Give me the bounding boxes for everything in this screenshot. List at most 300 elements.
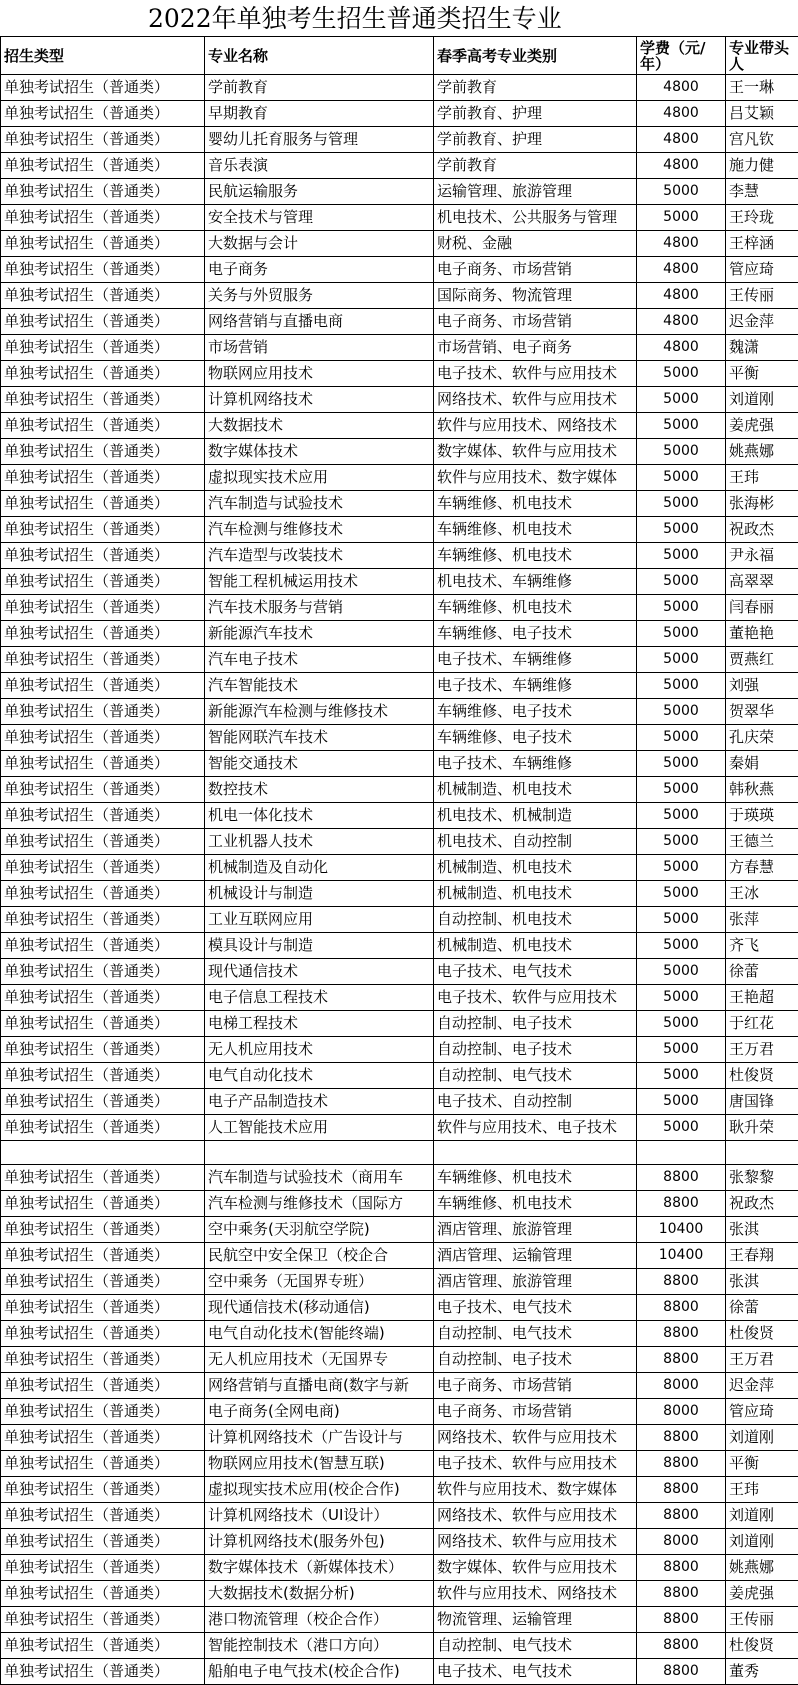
- exam-category-cell: 软件与应用技术、电子技术: [434, 1115, 637, 1141]
- tuition-cell: 4800: [637, 283, 726, 309]
- exam-category-cell: 学前教育: [434, 153, 637, 179]
- tuition-cell: 5000: [637, 1063, 726, 1089]
- lead-teacher-cell: 刘强: [726, 673, 798, 699]
- enrollment-type-cell: 单独考试招生（普通类）: [1, 855, 205, 881]
- major-name-cell: 大数据技术: [205, 413, 434, 439]
- lead-teacher-cell: 王冰: [726, 881, 798, 907]
- table-row: [1, 1011, 798, 1037]
- table-row: [1, 1555, 798, 1581]
- enrollment-type-cell: 单独考试招生（普通类）: [1, 569, 205, 595]
- tuition-cell: 5000: [637, 1089, 726, 1115]
- exam-category-cell: 酒店管理、旅游管理: [434, 1269, 637, 1295]
- enrollment-type-cell: 单独考试招生（普通类）: [1, 751, 205, 777]
- tuition-cell: 5000: [637, 179, 726, 205]
- table-row: [1, 1503, 798, 1529]
- major-name-cell: 人工智能技术应用: [205, 1115, 434, 1141]
- lead-teacher-cell: 姜虎强: [726, 1581, 798, 1607]
- majors-table: [0, 36, 798, 1685]
- enrollment-type-cell: 单独考试招生（普通类）: [1, 1529, 205, 1555]
- enrollment-type-cell: 单独考试招生（普通类）: [1, 1607, 205, 1633]
- tuition-cell: 8800: [637, 1659, 726, 1685]
- exam-category-cell: 数字媒体、软件与应用技术: [434, 439, 637, 465]
- tuition-cell: 4800: [637, 231, 726, 257]
- enrollment-type-cell: 单独考试招生（普通类）: [1, 1659, 205, 1685]
- tuition-cell: [637, 1141, 726, 1165]
- tuition-cell: 5000: [637, 985, 726, 1011]
- table-row: [1, 1243, 798, 1269]
- table-row: [1, 569, 798, 595]
- major-name-cell: 电子商务(全网电商): [205, 1399, 434, 1425]
- tuition-cell: 4800: [637, 101, 726, 127]
- major-name-cell: 市场营销: [205, 335, 434, 361]
- exam-category-cell: 软件与应用技术、网络技术: [434, 413, 637, 439]
- table-row: [1, 1451, 798, 1477]
- major-name-cell: 汽车智能技术: [205, 673, 434, 699]
- lead-teacher-cell: 尹永福: [726, 543, 798, 569]
- lead-teacher-cell: 王艳超: [726, 985, 798, 1011]
- exam-category-cell: 车辆维修、机电技术: [434, 1165, 637, 1191]
- tuition-cell: 5000: [637, 751, 726, 777]
- tuition-cell: 5000: [637, 881, 726, 907]
- enrollment-type-cell: 单独考试招生（普通类）: [1, 465, 205, 491]
- tuition-cell: 5000: [637, 387, 726, 413]
- tuition-cell: 5000: [637, 933, 726, 959]
- exam-category-cell: 国际商务、物流管理: [434, 283, 637, 309]
- lead-teacher-cell: 刘道刚: [726, 1425, 798, 1451]
- lead-teacher-cell: 姜虎强: [726, 413, 798, 439]
- tuition-cell: 5000: [637, 829, 726, 855]
- tuition-cell: 5000: [637, 361, 726, 387]
- major-name-cell: 汽车造型与改装技术: [205, 543, 434, 569]
- major-name-cell: 机电一体化技术: [205, 803, 434, 829]
- lead-teacher-cell: 平衡: [726, 1451, 798, 1477]
- tuition-cell: 8000: [637, 1529, 726, 1555]
- lead-teacher-cell: 张淇: [726, 1217, 798, 1243]
- major-name-cell: 电气自动化技术: [205, 1063, 434, 1089]
- major-name-cell: 港口物流管理（校企合作）: [205, 1607, 434, 1633]
- table-row: [1, 1191, 798, 1217]
- enrollment-type-cell: 单独考试招生（普通类）: [1, 1269, 205, 1295]
- lead-teacher-cell: 王万君: [726, 1037, 798, 1063]
- tuition-cell: 8800: [637, 1555, 726, 1581]
- major-name-cell: 计算机网络技术（广告设计与: [205, 1425, 434, 1451]
- major-name-cell: 电子商务: [205, 257, 434, 283]
- exam-category-cell: 数字媒体、软件与应用技术: [434, 1555, 637, 1581]
- tuition-cell: 5000: [637, 595, 726, 621]
- tuition-cell: 5000: [637, 777, 726, 803]
- enrollment-type-cell: 单独考试招生（普通类）: [1, 1581, 205, 1607]
- enrollment-type-cell: 单独考试招生（普通类）: [1, 1217, 205, 1243]
- lead-teacher-cell: 王玲珑: [726, 205, 798, 231]
- major-name-cell: 新能源汽车检测与维修技术: [205, 699, 434, 725]
- lead-teacher-cell: 王德兰: [726, 829, 798, 855]
- lead-teacher-cell: 杜俊贤: [726, 1633, 798, 1659]
- enrollment-type-cell: 单独考试招生（普通类）: [1, 933, 205, 959]
- major-name-cell: 空中乘务(天羽航空学院): [205, 1217, 434, 1243]
- header-exam-category: 春季高考专业类别: [434, 37, 637, 75]
- table-row: [1, 1063, 798, 1089]
- table-row: [1, 205, 798, 231]
- tuition-cell: 8800: [637, 1581, 726, 1607]
- enrollment-type-cell: 单独考试招生（普通类）: [1, 1321, 205, 1347]
- major-name-cell: 物联网应用技术: [205, 361, 434, 387]
- table-row: [1, 699, 798, 725]
- exam-category-cell: 网络技术、软件与应用技术: [434, 1503, 637, 1529]
- exam-category-cell: 电子商务、市场营销: [434, 1399, 637, 1425]
- tuition-cell: 4800: [637, 257, 726, 283]
- exam-category-cell: 物流管理、运输管理: [434, 1607, 637, 1633]
- major-name-cell: 模具设计与制造: [205, 933, 434, 959]
- enrollment-type-cell: 单独考试招生（普通类）: [1, 101, 205, 127]
- major-name-cell: 工业机器人技术: [205, 829, 434, 855]
- major-name-cell: 计算机网络技术(服务外包): [205, 1529, 434, 1555]
- exam-category-cell: 财税、金融: [434, 231, 637, 257]
- lead-teacher-cell: 方春慧: [726, 855, 798, 881]
- table-row: [1, 595, 798, 621]
- table-row: [1, 1425, 798, 1451]
- tuition-cell: 5000: [637, 543, 726, 569]
- table-row: [1, 543, 798, 569]
- table-row: [1, 491, 798, 517]
- major-name-cell: 学前教育: [205, 75, 434, 101]
- tuition-cell: 8800: [637, 1607, 726, 1633]
- enrollment-type-cell: 单独考试招生（普通类）: [1, 231, 205, 257]
- tuition-cell: 5000: [637, 621, 726, 647]
- enrollment-type-cell: 单独考试招生（普通类）: [1, 439, 205, 465]
- exam-category-cell: 车辆维修、电子技术: [434, 699, 637, 725]
- table-row: [1, 907, 798, 933]
- table-body: [1, 75, 798, 1685]
- major-name-cell: 电子产品制造技术: [205, 1089, 434, 1115]
- header-major-name: 专业名称: [205, 37, 434, 75]
- table-row: [1, 257, 798, 283]
- table-row: [1, 1165, 798, 1191]
- enrollment-type-cell: 单独考试招生（普通类）: [1, 413, 205, 439]
- exam-category-cell: 机电技术、公共服务与管理: [434, 205, 637, 231]
- table-row: [1, 231, 798, 257]
- enrollment-type-cell: 单独考试招生（普通类）: [1, 777, 205, 803]
- lead-teacher-cell: 刘道刚: [726, 1529, 798, 1555]
- tuition-cell: 8800: [637, 1425, 726, 1451]
- enrollment-type-cell: 单独考试招生（普通类）: [1, 387, 205, 413]
- enrollment-type-cell: 单独考试招生（普通类）: [1, 127, 205, 153]
- major-name-cell: 智能网联汽车技术: [205, 725, 434, 751]
- lead-teacher-cell: 唐国锋: [726, 1089, 798, 1115]
- enrollment-type-cell: 单独考试招生（普通类）: [1, 595, 205, 621]
- table-row: [1, 751, 798, 777]
- tuition-cell: 8000: [637, 1399, 726, 1425]
- exam-category-cell: 自动控制、电气技术: [434, 1063, 637, 1089]
- table-row: [1, 1295, 798, 1321]
- major-name-cell: 网络营销与直播电商: [205, 309, 434, 335]
- exam-category-cell: 网络技术、软件与应用技术: [434, 387, 637, 413]
- lead-teacher-cell: 贾燕红: [726, 647, 798, 673]
- lead-teacher-cell: 姚燕娜: [726, 439, 798, 465]
- lead-teacher-cell: 魏潇: [726, 335, 798, 361]
- major-name-cell: 无人机应用技术: [205, 1037, 434, 1063]
- lead-teacher-cell: 王梓涵: [726, 231, 798, 257]
- table-row: [1, 1141, 798, 1165]
- exam-category-cell: 电子技术、软件与应用技术: [434, 361, 637, 387]
- table-row: [1, 1633, 798, 1659]
- exam-category-cell: 机电技术、机械制造: [434, 803, 637, 829]
- lead-teacher-cell: 杜俊贤: [726, 1321, 798, 1347]
- enrollment-type-cell: 单独考试招生（普通类）: [1, 1295, 205, 1321]
- enrollment-type-cell: 单独考试招生（普通类）: [1, 543, 205, 569]
- table-header: [1, 37, 798, 75]
- exam-category-cell: 车辆维修、机电技术: [434, 517, 637, 543]
- table-row: [1, 517, 798, 543]
- exam-category-cell: 车辆维修、电子技术: [434, 621, 637, 647]
- table-row: [1, 725, 798, 751]
- table-row: [1, 985, 798, 1011]
- tuition-cell: 5000: [637, 569, 726, 595]
- enrollment-type-cell: 单独考试招生（普通类）: [1, 335, 205, 361]
- lead-teacher-cell: 于瑛瑛: [726, 803, 798, 829]
- tuition-cell: 8800: [637, 1165, 726, 1191]
- enrollment-type-cell: 单独考试招生（普通类）: [1, 1191, 205, 1217]
- tuition-cell: 5000: [637, 205, 726, 231]
- header-tuition: 学费（元/年）: [637, 37, 726, 75]
- major-name-cell: 现代通信技术(移动通信): [205, 1295, 434, 1321]
- table-row: [1, 1347, 798, 1373]
- table-row: [1, 1321, 798, 1347]
- table-row: [1, 647, 798, 673]
- table-row: [1, 1659, 798, 1685]
- tuition-cell: 5000: [637, 413, 726, 439]
- enrollment-type-cell: 单独考试招生（普通类）: [1, 1451, 205, 1477]
- exam-category-cell: 自动控制、电气技术: [434, 1321, 637, 1347]
- exam-category-cell: 电子技术、车辆维修: [434, 673, 637, 699]
- lead-teacher-cell: 施力健: [726, 153, 798, 179]
- major-name-cell: 机械制造及自动化: [205, 855, 434, 881]
- lead-teacher-cell: 张淇: [726, 1269, 798, 1295]
- exam-category-cell: 机电技术、车辆维修: [434, 569, 637, 595]
- major-name-cell: 汽车技术服务与营销: [205, 595, 434, 621]
- major-name-cell: 数字媒体技术（新媒体技术）: [205, 1555, 434, 1581]
- table-row: [1, 179, 798, 205]
- table-row: [1, 387, 798, 413]
- lead-teacher-cell: 王玮: [726, 1477, 798, 1503]
- major-name-cell: 新能源汽车技术: [205, 621, 434, 647]
- tuition-cell: 5000: [637, 1037, 726, 1063]
- lead-teacher-cell: 孔庆荣: [726, 725, 798, 751]
- major-name-cell: 汽车制造与试验技术（商用车: [205, 1165, 434, 1191]
- enrollment-type-cell: 单独考试招生（普通类）: [1, 1165, 205, 1191]
- lead-teacher-cell: 管应琦: [726, 1399, 798, 1425]
- major-name-cell: 现代通信技术: [205, 959, 434, 985]
- lead-teacher-cell: 王传丽: [726, 1607, 798, 1633]
- enrollment-type-cell: 单独考试招生（普通类）: [1, 1037, 205, 1063]
- lead-teacher-cell: 王玮: [726, 465, 798, 491]
- lead-teacher-cell: 齐飞: [726, 933, 798, 959]
- major-name-cell: 汽车检测与维修技术: [205, 517, 434, 543]
- table-row: [1, 283, 798, 309]
- major-name-cell: 民航运输服务: [205, 179, 434, 205]
- table-row: [1, 933, 798, 959]
- lead-teacher-cell: 董艳艳: [726, 621, 798, 647]
- tuition-cell: 5000: [637, 907, 726, 933]
- exam-category-cell: 电子技术、软件与应用技术: [434, 985, 637, 1011]
- lead-teacher-cell: 徐蕾: [726, 959, 798, 985]
- table-row: [1, 1089, 798, 1115]
- enrollment-type-cell: 单独考试招生（普通类）: [1, 1115, 205, 1141]
- tuition-cell: 5000: [637, 491, 726, 517]
- major-name-cell: 工业互联网应用: [205, 907, 434, 933]
- table-row: [1, 75, 798, 101]
- exam-category-cell: 软件与应用技术、数字媒体: [434, 1477, 637, 1503]
- major-name-cell: 大数据技术(数据分析): [205, 1581, 434, 1607]
- enrollment-type-cell: 单独考试招生（普通类）: [1, 1633, 205, 1659]
- major-name-cell: 船舶电子电气技术(校企合作): [205, 1659, 434, 1685]
- major-name-cell: 机械设计与制造: [205, 881, 434, 907]
- lead-teacher-cell: 迟金萍: [726, 309, 798, 335]
- tuition-cell: 10400: [637, 1243, 726, 1269]
- enrollment-type-cell: 单独考试招生（普通类）: [1, 1347, 205, 1373]
- exam-category-cell: 车辆维修、机电技术: [434, 491, 637, 517]
- major-name-cell: 空中乘务（无国界专班）: [205, 1269, 434, 1295]
- tuition-cell: 8800: [637, 1633, 726, 1659]
- table-row: [1, 621, 798, 647]
- major-name-cell: 婴幼儿托育服务与管理: [205, 127, 434, 153]
- lead-teacher-cell: 秦娟: [726, 751, 798, 777]
- lead-teacher-cell: 于红花: [726, 1011, 798, 1037]
- lead-teacher-cell: 迟金萍: [726, 1373, 798, 1399]
- major-name-cell: 智能交通技术: [205, 751, 434, 777]
- tuition-cell: 5000: [637, 673, 726, 699]
- exam-category-cell: 自动控制、电气技术: [434, 1633, 637, 1659]
- lead-teacher-cell: 韩秋燕: [726, 777, 798, 803]
- enrollment-type-cell: 单独考试招生（普通类）: [1, 959, 205, 985]
- tuition-cell: 5000: [637, 959, 726, 985]
- lead-teacher-cell: 刘道刚: [726, 387, 798, 413]
- table-row: [1, 361, 798, 387]
- exam-category-cell: 酒店管理、旅游管理: [434, 1217, 637, 1243]
- lead-teacher-cell: [726, 1141, 798, 1165]
- tuition-cell: 5000: [637, 439, 726, 465]
- major-name-cell: 大数据与会计: [205, 231, 434, 257]
- enrollment-type-cell: 单独考试招生（普通类）: [1, 1063, 205, 1089]
- major-name-cell: 无人机应用技术（无国界专: [205, 1347, 434, 1373]
- exam-category-cell: 电子技术、电气技术: [434, 1659, 637, 1685]
- enrollment-type-cell: 单独考试招生（普通类）: [1, 205, 205, 231]
- exam-category-cell: 电子技术、软件与应用技术: [434, 1451, 637, 1477]
- lead-teacher-cell: 王万君: [726, 1347, 798, 1373]
- tuition-cell: 8800: [637, 1295, 726, 1321]
- major-name-cell: 早期教育: [205, 101, 434, 127]
- enrollment-type-cell: 单独考试招生（普通类）: [1, 725, 205, 751]
- lead-teacher-cell: 管应琦: [726, 257, 798, 283]
- tuition-cell: 4800: [637, 335, 726, 361]
- lead-teacher-cell: 贺翠华: [726, 699, 798, 725]
- tuition-cell: 5000: [637, 517, 726, 543]
- exam-category-cell: 机电技术、自动控制: [434, 829, 637, 855]
- table-row: [1, 777, 798, 803]
- exam-category-cell: 机械制造、机电技术: [434, 777, 637, 803]
- exam-category-cell: 电子技术、车辆维修: [434, 751, 637, 777]
- lead-teacher-cell: 董秀: [726, 1659, 798, 1685]
- major-name-cell: 电子信息工程技术: [205, 985, 434, 1011]
- enrollment-type-cell: 单独考试招生（普通类）: [1, 1503, 205, 1529]
- header-lead-teacher: 专业带头人: [726, 37, 798, 75]
- exam-category-cell: 自动控制、电子技术: [434, 1347, 637, 1373]
- table-row: [1, 1581, 798, 1607]
- exam-category-cell: 车辆维修、机电技术: [434, 1191, 637, 1217]
- tuition-cell: 4800: [637, 75, 726, 101]
- tuition-cell: 4800: [637, 127, 726, 153]
- exam-category-cell: 电子商务、市场营销: [434, 1373, 637, 1399]
- tuition-cell: 5000: [637, 465, 726, 491]
- table-row: [1, 1477, 798, 1503]
- lead-teacher-cell: 祝政杰: [726, 517, 798, 543]
- table-row: [1, 465, 798, 491]
- tuition-cell: 10400: [637, 1217, 726, 1243]
- table-row: [1, 1373, 798, 1399]
- exam-category-cell: 学前教育: [434, 75, 637, 101]
- enrollment-type-cell: 单独考试招生（普通类）: [1, 257, 205, 283]
- enrollment-type-cell: 单独考试招生（普通类）: [1, 647, 205, 673]
- tuition-cell: 4800: [637, 153, 726, 179]
- lead-teacher-cell: 平衡: [726, 361, 798, 387]
- exam-category-cell: 学前教育、护理: [434, 101, 637, 127]
- enrollment-type-cell: 单独考试招生（普通类）: [1, 985, 205, 1011]
- lead-teacher-cell: 姚燕娜: [726, 1555, 798, 1581]
- lead-teacher-cell: 闫春丽: [726, 595, 798, 621]
- enrollment-type-cell: 单独考试招生（普通类）: [1, 179, 205, 205]
- table-row: [1, 1269, 798, 1295]
- table-row: [1, 153, 798, 179]
- tuition-cell: 5000: [637, 855, 726, 881]
- enrollment-type-cell: 单独考试招生（普通类）: [1, 1089, 205, 1115]
- enrollment-type-cell: 单独考试招生（普通类）: [1, 1011, 205, 1037]
- enrollment-type-cell: 单独考试招生（普通类）: [1, 803, 205, 829]
- exam-category-cell: 机械制造、机电技术: [434, 855, 637, 881]
- enrollment-type-cell: 单独考试招生（普通类）: [1, 829, 205, 855]
- lead-teacher-cell: 杜俊贤: [726, 1063, 798, 1089]
- major-name-cell: 汽车电子技术: [205, 647, 434, 673]
- table-row: [1, 1115, 798, 1141]
- major-name-cell: 物联网应用技术(智慧互联): [205, 1451, 434, 1477]
- exam-category-cell: 网络技术、软件与应用技术: [434, 1425, 637, 1451]
- table-row: [1, 829, 798, 855]
- tuition-cell: 4800: [637, 309, 726, 335]
- enrollment-type-cell: 单独考试招生（普通类）: [1, 699, 205, 725]
- tuition-cell: 8800: [637, 1503, 726, 1529]
- exam-category-cell: 电子商务、市场营销: [434, 309, 637, 335]
- enrollment-type-cell: 单独考试招生（普通类）: [1, 1399, 205, 1425]
- table-row: [1, 959, 798, 985]
- table-row: [1, 413, 798, 439]
- major-name-cell: 电梯工程技术: [205, 1011, 434, 1037]
- enrollment-type-cell: 单独考试招生（普通类）: [1, 673, 205, 699]
- tuition-cell: 5000: [637, 803, 726, 829]
- exam-category-cell: 机械制造、机电技术: [434, 933, 637, 959]
- tuition-cell: 8800: [637, 1347, 726, 1373]
- table-row: [1, 101, 798, 127]
- exam-category-cell: 电子商务、市场营销: [434, 257, 637, 283]
- lead-teacher-cell: 刘道刚: [726, 1503, 798, 1529]
- tuition-cell: 5000: [637, 725, 726, 751]
- exam-category-cell: 电子技术、电气技术: [434, 959, 637, 985]
- exam-category-cell: 网络技术、软件与应用技术: [434, 1529, 637, 1555]
- major-name-cell: 虚拟现实技术应用: [205, 465, 434, 491]
- tuition-cell: 5000: [637, 1011, 726, 1037]
- major-name-cell: 网络营销与直播电商(数字与新: [205, 1373, 434, 1399]
- major-name-cell: 虚拟现实技术应用(校企合作): [205, 1477, 434, 1503]
- exam-category-cell: 学前教育、护理: [434, 127, 637, 153]
- header-enrollment-type: 招生类型: [1, 37, 205, 75]
- exam-category-cell: 软件与应用技术、数字媒体: [434, 465, 637, 491]
